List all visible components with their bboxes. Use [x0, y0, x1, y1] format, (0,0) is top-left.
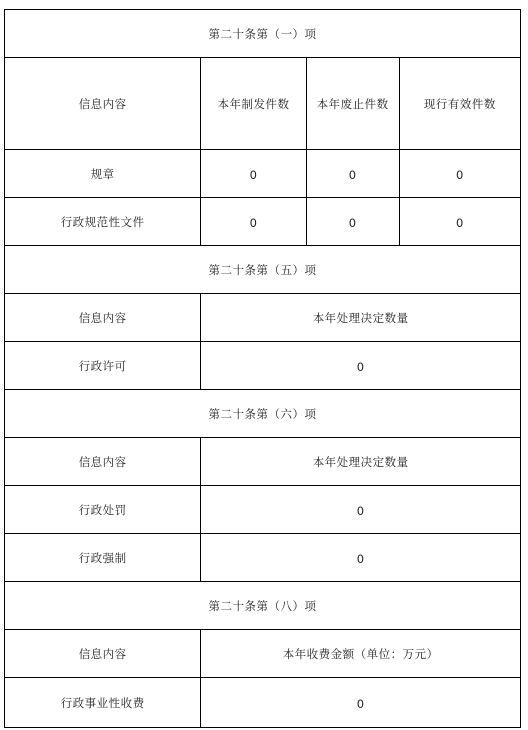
row-value: 0	[201, 486, 521, 534]
valid-value: 0	[399, 198, 520, 246]
disclosure-table	[4, 9, 521, 728]
table-row	[5, 486, 521, 534]
header-info-content: 信息内容	[5, 58, 201, 150]
header-repealed-count: 本年废止件数	[306, 58, 399, 150]
section-title-row	[5, 582, 521, 630]
row-label: 行政许可	[5, 342, 201, 390]
row-value: 0	[201, 534, 521, 582]
table-row	[5, 678, 521, 728]
section-title-row	[5, 10, 521, 58]
repealed-value: 0	[306, 198, 399, 246]
issued-value: 0	[201, 198, 306, 246]
header-decision-count: 本年处理决定数量	[201, 294, 521, 342]
header-valid-count: 现行有效件数	[399, 58, 520, 150]
section-title: 第二十条第（六）项	[5, 390, 521, 438]
section-title-row	[5, 390, 521, 438]
header-fee-amount: 本年收费金额（单位：万元）	[201, 630, 521, 678]
row-value: 0	[201, 678, 521, 728]
row-label: 行政强制	[5, 534, 201, 582]
table-row	[5, 534, 521, 582]
repealed-value: 0	[306, 150, 399, 198]
section-title: 第二十条第（八）项	[5, 582, 521, 630]
row-label: 行政处罚	[5, 486, 201, 534]
header-info-content: 信息内容	[5, 438, 201, 486]
row-value: 0	[201, 342, 521, 390]
header-decision-count: 本年处理决定数量	[201, 438, 521, 486]
section-title: 第二十条第（一）项	[5, 10, 521, 58]
row-label: 行政规范性文件	[5, 198, 201, 246]
header-issued-count: 本年制发件数	[201, 58, 306, 150]
issued-value: 0	[201, 150, 306, 198]
header-row	[5, 438, 521, 486]
row-label: 行政事业性收费	[5, 678, 201, 728]
table-row	[5, 342, 521, 390]
valid-value: 0	[399, 150, 520, 198]
header-info-content: 信息内容	[5, 294, 201, 342]
section-title: 第二十条第（五）项	[5, 246, 521, 294]
table-row	[5, 150, 521, 198]
header-row	[5, 58, 521, 150]
header-row	[5, 630, 521, 678]
section-title-row	[5, 246, 521, 294]
header-info-content: 信息内容	[5, 630, 201, 678]
row-label: 规章	[5, 150, 201, 198]
table-row	[5, 198, 521, 246]
header-row	[5, 294, 521, 342]
